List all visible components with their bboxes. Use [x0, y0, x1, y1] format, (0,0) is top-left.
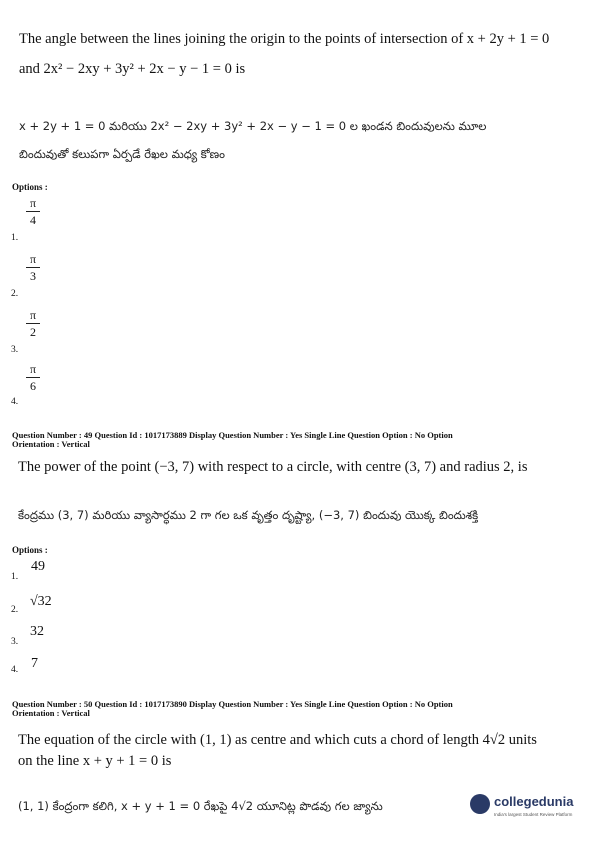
- denominator: 2: [30, 325, 36, 339]
- numerator: π: [29, 196, 37, 210]
- fraction-bar: [26, 211, 40, 212]
- q48-option-2-fraction: [26, 252, 40, 283]
- q49-option-1-number[interactable]: 1.: [11, 572, 19, 582]
- logo-mascot-icon: [470, 794, 490, 814]
- q50-meta-line-1: Question Number : 50 Question Id : 1017173890 Display Question Number : Yes Single Line Question Option : No Option: [12, 699, 453, 709]
- fraction-bar: [26, 377, 40, 378]
- q49-english-line-1: The power of the point (−3, 7) with respect to a circle, with centre (3, 7) and radius 2, is: [18, 459, 528, 475]
- q49-meta-line-2: Orientation : Vertical: [12, 439, 90, 449]
- q49-option-4-number[interactable]: 4.: [11, 665, 19, 675]
- q49-telugu-line-1: కేంద్రము (3, 7) మరియు వ్యాసార్ధము 2 గా గల ఒక వృత్తం దృష్ట్యా, (−3, 7) బిందువు యొక్క బిందుశక్తి: [18, 508, 479, 522]
- q48-option-3-fraction: [26, 308, 40, 339]
- q50-english-line-1: The equation of the circle with (1, 1) as centre and which cuts a chord of length 4√2 units: [18, 732, 537, 748]
- q48-telugu-line-2: బిందువుతో కలుపగా ఏర్పడే రేఖల మధ్య కోణం: [19, 147, 225, 161]
- q49-option-4-value: 7: [31, 656, 38, 671]
- numerator: π: [29, 362, 37, 376]
- q48-option-4-fraction: [26, 362, 40, 393]
- collegedunia-logo: [470, 790, 590, 830]
- q48-option-3-number[interactable]: 3.: [11, 345, 19, 355]
- q48-option-1-fraction: [26, 196, 40, 227]
- q48-options-label: Options :: [12, 182, 48, 192]
- q49-option-1-value: 49: [31, 559, 45, 574]
- q50-meta-line-2: Orientation : Vertical: [12, 708, 90, 718]
- q49-option-2-number[interactable]: 2.: [11, 605, 19, 615]
- q48-option-4-number[interactable]: 4.: [11, 397, 19, 407]
- q48-option-1-number[interactable]: 1.: [11, 233, 19, 243]
- q49-meta-line-1: Question Number : 49 Question Id : 1017173889 Display Question Number : Yes Single Line Question Option : No Option: [12, 430, 453, 440]
- logo-name: collegedunia: [494, 794, 574, 809]
- q48-telugu-line-1: x + 2y + 1 = 0 మరియు 2x² − 2xy + 3y² + 2x − y − 1 = 0 ల ఖండన బిందువులను మూల: [19, 119, 487, 133]
- denominator: 6: [30, 379, 36, 393]
- fraction-bar: [26, 323, 40, 324]
- denominator: 3: [30, 269, 36, 283]
- q48-english-line-2: and 2x² − 2xy + 3y² + 2x − y − 1 = 0 is: [19, 61, 246, 77]
- fraction-bar: [26, 267, 40, 268]
- q50-telugu-line-1: (1, 1) కేంద్రంగా కలిగి, x + y + 1 = 0 రేఖపై 4√2 యూనిట్ల పొడవు గల జ్యాను: [18, 799, 383, 813]
- q49-option-3-value: 32: [30, 624, 44, 639]
- numerator: π: [29, 308, 37, 322]
- q49-options-label: Options :: [12, 545, 48, 555]
- q49-option-3-number[interactable]: 3.: [11, 637, 19, 647]
- q49-option-2-value: √32: [30, 594, 52, 609]
- numerator: π: [29, 252, 37, 266]
- q50-english-line-2: on the line x + y + 1 = 0 is: [18, 753, 172, 769]
- q48-option-2-number[interactable]: 2.: [11, 289, 19, 299]
- denominator: 4: [30, 213, 36, 227]
- logo-tagline: India's largest Student Review Platform: [494, 812, 573, 817]
- q48-english-line-1: The angle between the lines joining the origin to the points of intersection of x + 2y + 1 = 0: [19, 31, 550, 47]
